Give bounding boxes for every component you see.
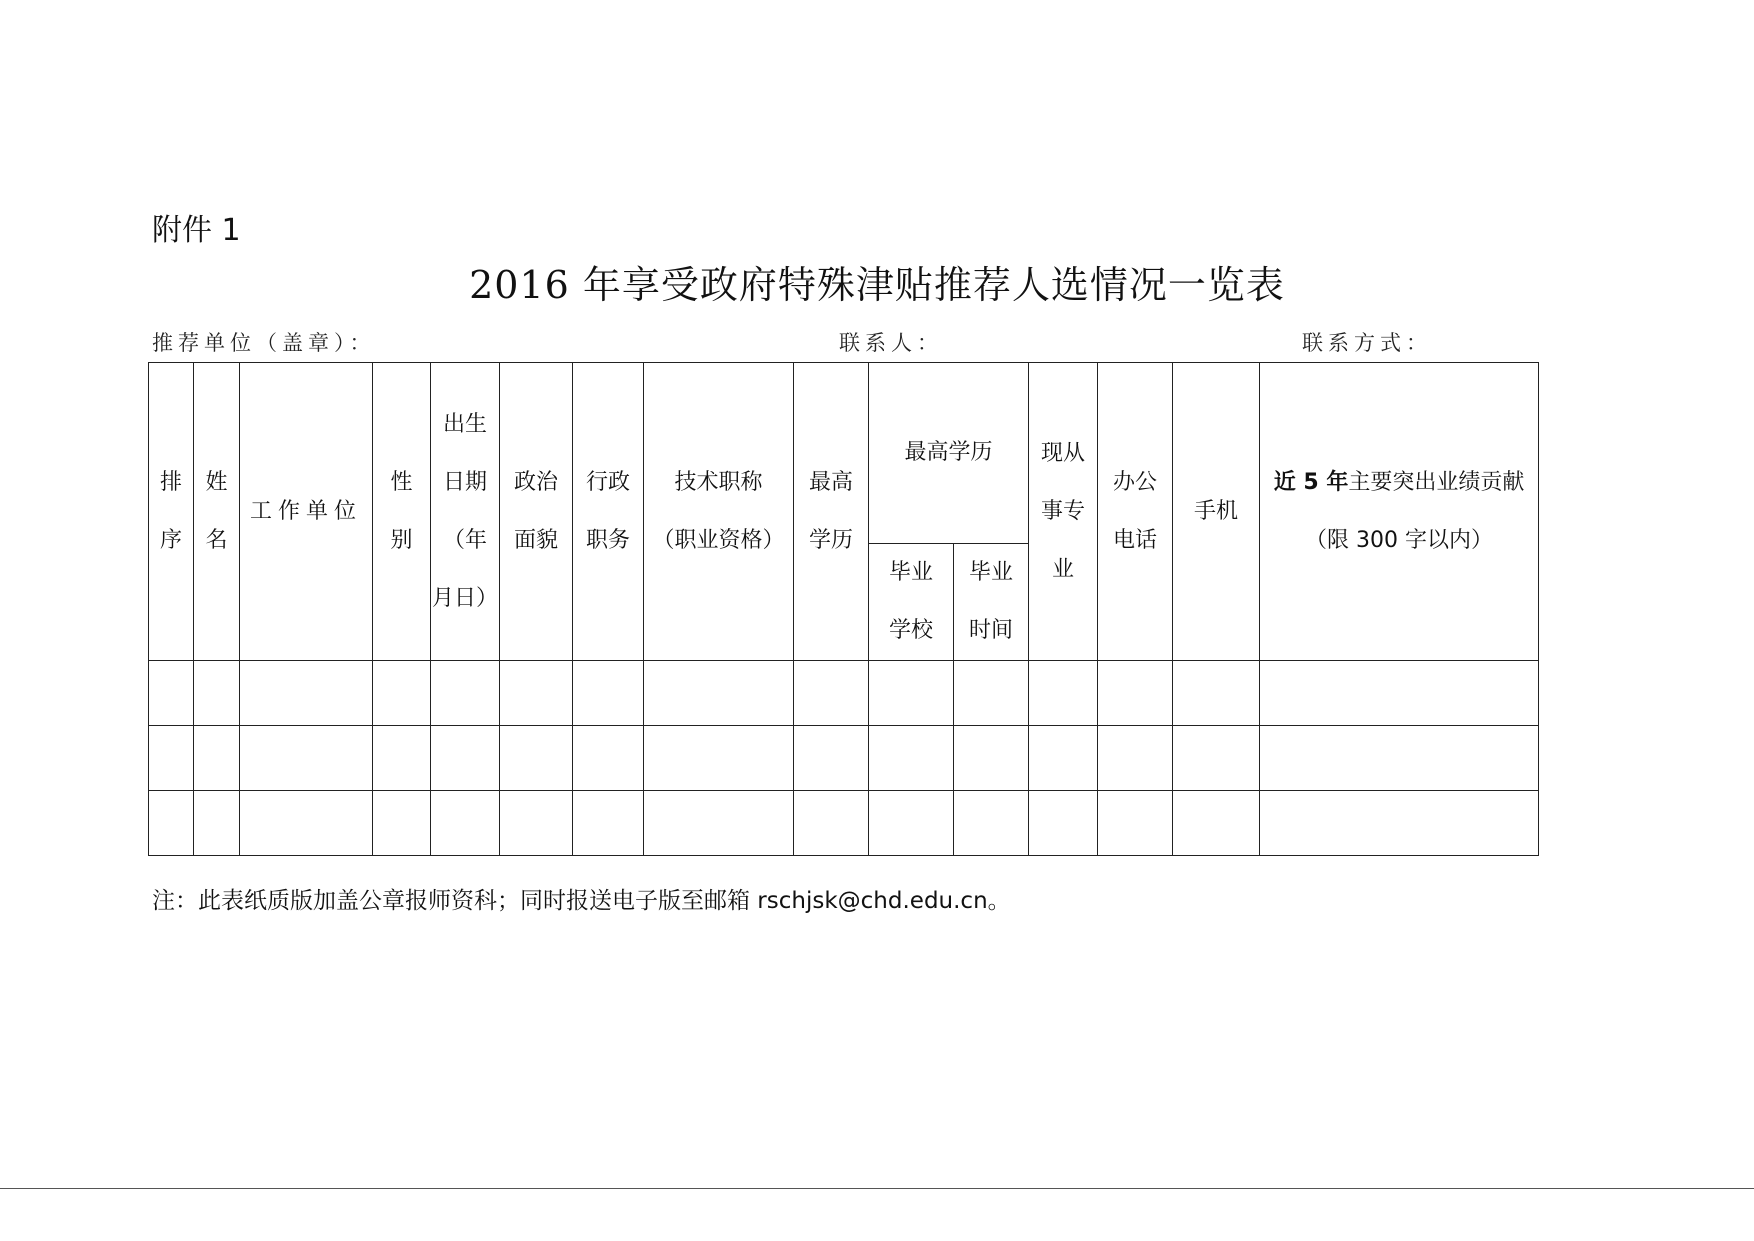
table-cell[interactable] <box>1098 726 1173 791</box>
table-cell[interactable] <box>644 726 794 791</box>
table-cell[interactable] <box>1173 791 1260 856</box>
header-gender: 性 别 <box>373 363 431 661</box>
header-highest-education-group: 最高学历 <box>869 363 1029 544</box>
table-cell[interactable] <box>431 661 500 726</box>
table-cell[interactable] <box>1173 661 1260 726</box>
nominee-table <box>148 362 1539 856</box>
table-cell[interactable] <box>149 726 194 791</box>
table-cell[interactable] <box>954 726 1029 791</box>
contact-method-label: 联系方式： <box>1302 331 1432 355</box>
header-political-status: 政治 面貌 <box>500 363 573 661</box>
table-cell[interactable] <box>794 791 869 856</box>
header-mobile: 手机 <box>1173 363 1260 661</box>
table-cell[interactable] <box>194 726 240 791</box>
table-cell[interactable] <box>240 726 373 791</box>
table-cell[interactable] <box>794 661 869 726</box>
table-cell[interactable] <box>869 791 954 856</box>
header-admin-post: 行政 职务 <box>573 363 644 661</box>
header-achievements: 近 5 年主要突出业绩贡献 （限 300 字以内） <box>1260 363 1539 661</box>
table-cell[interactable] <box>1098 791 1173 856</box>
page-title: 2016 年享受政府特殊津贴推荐人选情况一览表 <box>469 263 1285 307</box>
table-cell[interactable] <box>869 726 954 791</box>
table-cell[interactable] <box>794 726 869 791</box>
table-cell[interactable] <box>1260 661 1539 726</box>
table-cell[interactable] <box>500 791 573 856</box>
table-cell[interactable] <box>431 726 500 791</box>
header-tech-title: 技术职称 （职业资格） <box>644 363 794 661</box>
table-cell[interactable] <box>573 661 644 726</box>
footnote: 注：此表纸质版加盖公章报师资科；同时报送电子版至邮箱 rschjsk@chd.edu.cn。 <box>152 888 1011 914</box>
table-cell[interactable] <box>1029 726 1098 791</box>
table-cell[interactable] <box>194 791 240 856</box>
recommending-unit-label: 推荐单位（盖章）： <box>152 331 376 355</box>
header-rank: 排 序 <box>149 363 194 661</box>
header-highest-degree: 最高 学历 <box>794 363 869 661</box>
table-cell[interactable] <box>194 661 240 726</box>
page-divider <box>0 1188 1754 1189</box>
table-row <box>149 791 1539 856</box>
table-cell[interactable] <box>149 791 194 856</box>
table-row <box>149 661 1539 726</box>
table-cell[interactable] <box>149 661 194 726</box>
table-cell[interactable] <box>869 661 954 726</box>
attachment-label: 附件 1 <box>152 213 241 248</box>
table-cell[interactable] <box>1173 726 1260 791</box>
table-cell[interactable] <box>954 661 1029 726</box>
table-cell[interactable] <box>573 726 644 791</box>
table-cell[interactable] <box>1260 791 1539 856</box>
table-cell[interactable] <box>431 791 500 856</box>
header-grad-time: 毕业 时间 <box>954 544 1029 661</box>
table-cell[interactable] <box>1029 661 1098 726</box>
table-cell[interactable] <box>644 791 794 856</box>
table-cell[interactable] <box>954 791 1029 856</box>
header-current-major: 现从 事专 业 <box>1029 363 1098 661</box>
contact-person-label: 联系人： <box>839 331 943 355</box>
table-cell[interactable] <box>373 661 431 726</box>
table-cell[interactable] <box>373 791 431 856</box>
table-cell[interactable] <box>1260 726 1539 791</box>
header-grad-school: 毕业 学校 <box>869 544 954 661</box>
table-cell[interactable] <box>644 661 794 726</box>
table-row <box>149 726 1539 791</box>
header-office-phone: 办公 电话 <box>1098 363 1173 661</box>
table-cell[interactable] <box>573 791 644 856</box>
header-row-top <box>149 363 1539 544</box>
table-cell[interactable] <box>1029 791 1098 856</box>
table-cell[interactable] <box>240 791 373 856</box>
table-cell[interactable] <box>500 661 573 726</box>
header-work-unit: 工作单位 <box>240 363 373 661</box>
header-name: 姓 名 <box>194 363 240 661</box>
table-cell[interactable] <box>373 726 431 791</box>
header-birth-date: 出生 日期 （年 月日） <box>431 363 500 661</box>
table-cell[interactable] <box>1098 661 1173 726</box>
table-cell[interactable] <box>500 726 573 791</box>
table-cell[interactable] <box>240 661 373 726</box>
